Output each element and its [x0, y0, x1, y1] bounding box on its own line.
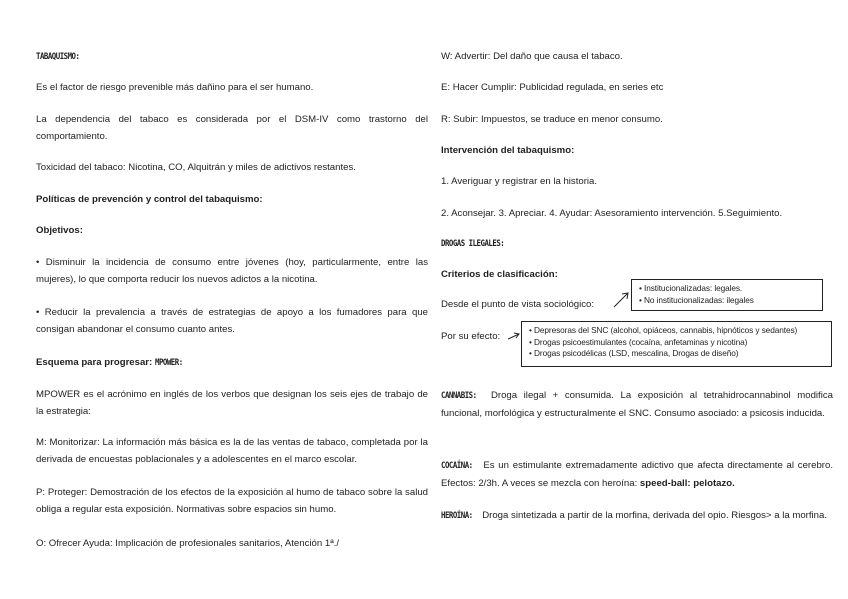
heroina-title: HEROÍNA: [441, 511, 473, 521]
objective-item-2: • Reducir la prevalencia a través de estrategias de apoyo a los fumadores para que consigan abandonar el consumo cuanto antes. [36, 307, 428, 335]
speedball-note: speed-ball: pelotazo. [639, 478, 735, 489]
cocaina-paragraph: COCAÍNA: Es un estimulante extremadamente adictivo que afecta directamente al cerebro. Efectos: 2/3h. A veces se mezcla con heroína: speed-ball: pelotazo. [441, 460, 833, 489]
mpower-heading: Esquema para progresar: MPOWER: [36, 354, 428, 372]
dependence-paragraph: La dependencia del tabaco es considerada por el DSM-IV como trastorno del comportamiento. [36, 114, 428, 142]
effect-item: • Drogas psicoestimulantes (cocaína, anfetaminas y nicotina) [529, 337, 824, 349]
mpower-p: P: Proteger: Demostración de los efectos de la exposición al humo de tabaco sobre la salud obliga a regular esta exposición. Normativas sobre espacios sin humo. [36, 487, 428, 515]
drogas-ilegales-title: DROGAS ILEGALES: [441, 239, 505, 249]
toxicity-paragraph: Toxicidad del tabaco: Nicotina, CO, Alquitrán y miles de adictivos restantes. [36, 162, 356, 173]
heroina-paragraph: HEROÍNA: Droga sintetizada a partir de la morfina, derivada del opio. Riesgos> a la morfina. [441, 507, 833, 525]
cocaina-title: COCAÍNA: [441, 461, 473, 471]
mpower-paragraph: MPOWER es el acrónimo en inglés de los verbos que designan los seis ejes de trabajo de la estrategia: [36, 389, 428, 417]
objective-item-1: • Disminuir la incidencia de consumo entre jóvenes (hoy, particularmente, entre las mujeres), lo que comporta reducir los nuevos adictos a la nicotina. [36, 257, 428, 285]
criteria-heading: Criterios de clasificación: [441, 269, 558, 280]
sociological-label: Desde el punto de vista sociológico: [441, 299, 595, 310]
mpower-r: R: Subir: Impuestos, se traduce en menor consumo. [441, 114, 663, 125]
mpower-e: E: Hacer Cumplir: Publicidad regulada, en series etc [441, 82, 664, 93]
tabaquismo-definition: Es el factor de riesgo prevenible más dañino para el ser humano. [36, 82, 314, 93]
effect-label: Por su efecto: [441, 331, 501, 342]
effect-item: • Drogas psicodélicas (LSD, mescalina, Drogas de diseño) [529, 348, 824, 360]
sociological-item: • No institucionalizadas: ilegales [639, 295, 815, 307]
mpower-o: O: Ofrecer Ayuda: Implicación de profesionales sanitarios, Atención 1ª./ [36, 538, 340, 549]
sociological-item: • Institucionalizadas: legales. [639, 283, 815, 295]
tabaquismo-title: TABAQUISMO: [36, 52, 80, 62]
objectives-heading: Objetivos: [36, 225, 83, 236]
policies-heading: Políticas de prevención y control del tabaquismo: [36, 194, 263, 205]
effect-item: • Depresoras del SNC (alcohol, opiáceos, cannabis, hipnóticos y sedantes) [529, 325, 824, 337]
mpower-m: M: Monitorizar: La información más básica es la de las ventas de tabaco, completada por la derivada de encuestas poblacionales y a adolescentes en el marco escolar. [36, 437, 428, 465]
cannabis-title: CANNABIS: [441, 391, 477, 401]
intervention-step-1: 1. Averiguar y registrar en la historia. [441, 176, 598, 187]
cannabis-paragraph: CANNABIS: Droga ilegal + consumida. La exposición al tetrahidrocannabinol modifica funcional, morfológica y estructuralmente el SNC. Consumo asociado: a psicosis inducida. [441, 390, 833, 419]
mpower-w: W: Advertir: Del daño que causa el tabaco. [441, 51, 623, 62]
sociological-box [631, 279, 823, 311]
mpower-heading-hand: MPOWER: [154, 358, 183, 368]
intervention-steps-2-5: 2. Aconsejar. 3. Apreciar. 4. Ayudar: Asesoramiento intervención. 5.Seguimiento. [441, 208, 783, 219]
intervention-heading: Intervención del tabaquismo: [441, 145, 575, 156]
effect-box [521, 321, 832, 367]
